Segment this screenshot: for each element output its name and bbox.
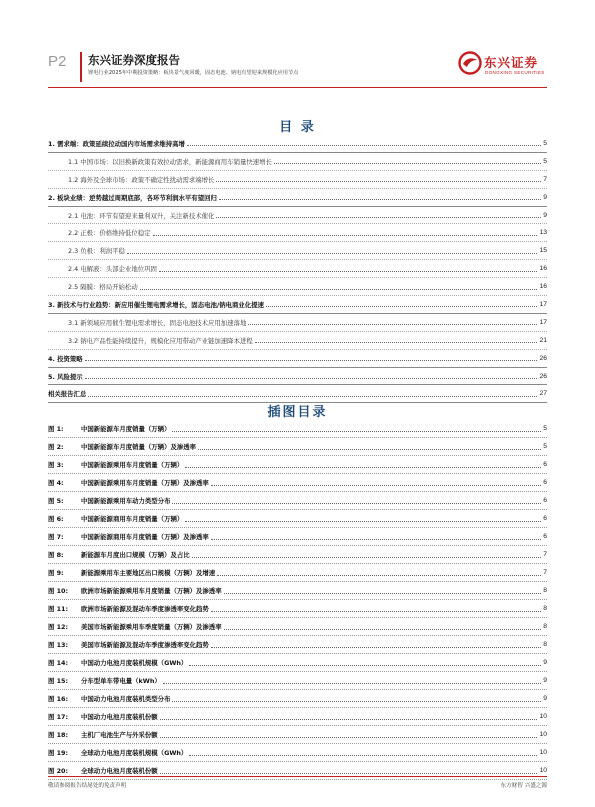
footer-slogan: 东方财智 兴盛之源: [500, 783, 547, 789]
figure-leader-dots: [172, 696, 541, 702]
figure-leader-dots: [217, 570, 541, 576]
toc-entry[interactable]: [48, 260, 547, 278]
figure-title: 欧洲市场新能源及混动车季度渗透率变化趋势: [81, 605, 209, 613]
figure-entry[interactable]: [48, 744, 547, 762]
figure-label: 图 4:: [48, 479, 64, 487]
toc-entry[interactable]: [48, 135, 547, 153]
figure-label: 图 6:: [48, 515, 64, 523]
figure-entry[interactable]: [48, 474, 547, 492]
figure-label: 图 7:: [48, 533, 64, 541]
figure-entry[interactable]: [48, 528, 547, 546]
toc-leader-dots: [187, 140, 541, 146]
toc-leader-dots: [159, 266, 538, 272]
company-logo: [458, 51, 554, 81]
figure-entry[interactable]: [48, 582, 547, 600]
figure-leader-dots: [224, 624, 542, 630]
figure-page-number: 6: [543, 515, 547, 522]
report-subtitle: 锂电行业2025年中期投资策略：板块景气度回暖，固态电池、钠电有望迎来规模化应用节点: [88, 70, 299, 76]
toc-entry-text: 2.5 隔膜：格局开始松动: [68, 283, 138, 292]
toc-entry-text: 相关报告汇总: [48, 390, 87, 399]
toc-page-number: 17: [539, 300, 547, 308]
toc-page-number: 16: [539, 265, 547, 273]
footer-divider: [48, 776, 547, 777]
figure-entry[interactable]: [48, 600, 547, 618]
figure-entry[interactable]: [48, 564, 547, 582]
figure-page-number: 6: [543, 461, 547, 468]
page-header: [0, 0, 595, 92]
figure-label: 图 16:: [48, 695, 69, 703]
toc-entry-text: 3.2 钠电产品性能持续提升，规模化应用带动产业链加速降本进程: [68, 336, 253, 345]
figure-page-number: 6: [543, 533, 547, 540]
toc-entry-text: 2. 板块业绩：逆势越过周期底部，各环节利润水平有望回归: [48, 193, 217, 202]
toc-entry[interactable]: [48, 224, 547, 242]
toc-entry-text: 3. 新技术与行业趋势：新应用催生锂电需求增长，固态电池/钠电商业化提速: [48, 300, 264, 309]
figure-leader-dots: [160, 714, 538, 720]
figure-label: 图 14:: [48, 659, 69, 667]
toc-leader-dots: [274, 158, 541, 164]
figure-page-number: 7: [543, 569, 547, 576]
figure-page-number: 8: [543, 623, 547, 630]
figure-entry[interactable]: [48, 546, 547, 564]
toc-page-number: 13: [539, 229, 547, 237]
toc-leader-dots: [255, 337, 538, 343]
toc-page-number: 15: [539, 247, 547, 255]
figure-label: 图 11:: [48, 605, 69, 613]
figure-page-number: 8: [543, 641, 547, 648]
toc-entry[interactable]: [48, 207, 547, 225]
figure-title: 中国新能源商用车月度销量（万辆）: [81, 515, 184, 523]
toc-entry[interactable]: [48, 278, 547, 296]
figure-leader-dots: [198, 444, 541, 450]
figure-label: 图 18:: [48, 731, 69, 739]
toc-entry-text: 1.1 中国市场：以旧换新政策有效拉动需求，新能源商用车销量快速增长: [68, 157, 272, 166]
toc-entry[interactable]: [48, 296, 547, 314]
toc-entry-text: 2.2 正极：价格维持低位稳定: [68, 229, 151, 238]
toc-leader-dots: [216, 212, 541, 218]
toc-leader-dots: [140, 284, 538, 290]
figure-entry[interactable]: [48, 618, 547, 636]
figure-page-number: 6: [543, 497, 547, 504]
toc-page-number: 26: [539, 354, 547, 362]
toc-leader-dots: [248, 319, 537, 325]
figure-page-number: 10: [539, 749, 547, 756]
figure-page-number: 8: [543, 605, 547, 612]
figure-title: 分车型单车带电量（kWh）: [81, 677, 161, 685]
figure-list: [48, 420, 547, 780]
toc-entry-text: 3.1 新领域应用催生锂电需求增长，固态电池技术应用加速落地: [68, 318, 247, 327]
figure-leader-dots: [160, 732, 538, 738]
figure-label: 图 5:: [48, 497, 64, 505]
toc-leader-dots: [85, 355, 538, 361]
toc-page-number: 9: [543, 193, 547, 201]
figure-entry[interactable]: [48, 708, 547, 726]
figure-title: 中国新能源车月度销量（万辆）: [81, 425, 171, 433]
figure-entry[interactable]: [48, 762, 547, 780]
header-accent-bar: [80, 52, 82, 82]
figure-entry[interactable]: [48, 492, 547, 510]
figure-page-number: 6: [543, 479, 547, 486]
toc-leader-dots: [153, 230, 538, 236]
toc-leader-dots: [266, 301, 538, 307]
toc-page-number: 26: [539, 372, 547, 380]
figure-entry[interactable]: [48, 420, 547, 438]
toc-entry-text: 5. 风险提示: [48, 372, 83, 381]
figure-label: 图 9:: [48, 569, 64, 577]
toc-entry[interactable]: [48, 189, 547, 207]
figure-title: 全球动力电池月度装机规模（GWh）: [81, 749, 188, 757]
figure-title: 全球动力电池月度装机份额: [81, 767, 158, 775]
report-type: 东兴证券深度报告: [88, 53, 180, 67]
figure-page-number: 9: [543, 695, 547, 702]
toc-page-number: 5: [543, 139, 547, 147]
logo-mark-icon: [458, 51, 482, 75]
figure-leader-dots: [189, 660, 541, 666]
header-divider: [48, 87, 547, 88]
figure-leader-dots: [192, 552, 542, 558]
figure-label: 图 1:: [48, 425, 64, 433]
toc-page-number: 27: [539, 390, 547, 398]
figure-leader-dots: [189, 750, 537, 756]
figure-label: 图 3:: [48, 461, 64, 469]
toc-entry[interactable]: [48, 350, 547, 368]
figure-entry[interactable]: [48, 726, 547, 744]
figure-label: 图 20:: [48, 767, 69, 775]
toc-page-number: 16: [539, 283, 547, 291]
figure-leader-dots: [163, 678, 541, 684]
figure-label: 图 10:: [48, 587, 69, 595]
toc-page-number: 5: [543, 157, 547, 165]
figure-title: 中国新能源乘用车月度销量（万辆）: [81, 461, 184, 469]
figure-title: 美国市场新能源乘用车季度销量（万辆）及渗透率: [81, 623, 222, 631]
figure-leader-dots: [211, 480, 541, 486]
figure-leader-dots: [172, 498, 541, 504]
footer-disclaimer: 敬请参阅报告结尾处的免责声明: [48, 783, 127, 789]
toc-entry-text: 2.3 负极：利润平稳: [68, 247, 125, 256]
figure-leader-dots: [185, 462, 541, 468]
toc-leader-dots: [127, 248, 538, 254]
figure-page-number: 9: [543, 677, 547, 684]
figure-title: 中国新能源商用车月度销量（万辆）及渗透率: [81, 533, 209, 541]
figure-entry[interactable]: [48, 654, 547, 672]
toc-entry[interactable]: [48, 314, 547, 332]
figure-page-number: 5: [543, 443, 547, 450]
figure-list-title: 插图目录: [267, 405, 328, 420]
figure-page-number: 10: [539, 731, 547, 738]
toc-page-number: 21: [539, 336, 547, 344]
figure-page-number: 7: [543, 551, 547, 558]
toc-page-number: 17: [539, 318, 547, 326]
toc-entry-text: 2.4 电解液：头部企业地位巩固: [68, 265, 157, 274]
toc-entry[interactable]: [48, 368, 547, 386]
toc-entry-text: 1.2 海外及全球市场：政策不确定性扰动需求端增长: [68, 175, 215, 184]
toc-entry[interactable]: [48, 171, 547, 189]
figure-leader-dots: [211, 534, 541, 540]
toc-title: 目 录: [279, 120, 316, 135]
figure-page-number: 10: [539, 767, 547, 774]
figure-page-number: 8: [543, 587, 547, 594]
figure-entry[interactable]: [48, 510, 547, 528]
toc-page-number: 7: [543, 175, 547, 183]
figure-entry[interactable]: [48, 690, 547, 708]
figure-entry[interactable]: [48, 672, 547, 690]
figure-entry[interactable]: [48, 438, 547, 456]
figure-title: 中国动力电池月度装机类型分布: [81, 695, 171, 703]
toc-entry[interactable]: [48, 332, 547, 350]
figure-label: 图 8:: [48, 551, 64, 559]
figure-leader-dots: [160, 768, 538, 774]
toc-leader-dots: [219, 194, 541, 200]
figure-label: 图 13:: [48, 641, 69, 649]
figure-label: 图 19:: [48, 749, 69, 757]
figure-entry[interactable]: [48, 636, 547, 654]
figure-title: 中国新能源车月度销量（万辆）及渗透率: [81, 443, 197, 451]
figure-label: 图 15:: [48, 677, 69, 685]
figure-page-number: 10: [539, 713, 547, 720]
figure-label: 图 12:: [48, 623, 69, 631]
toc-entry[interactable]: [48, 153, 547, 171]
figure-title: 欧洲市场新能源乘用车月度销量（万辆）及渗透率: [81, 587, 222, 595]
figure-leader-dots: [172, 426, 541, 432]
page-number: P2: [48, 53, 67, 70]
toc-leader-dots: [216, 176, 541, 182]
figure-label: 图 17:: [48, 713, 69, 721]
toc-entry-text: 1. 需求端：政策延续拉动国内市场需求维持高增: [48, 139, 185, 148]
figure-page-number: 9: [543, 659, 547, 666]
figure-title: 中国新能源乘用车动力类型分布: [81, 497, 171, 505]
figure-entry[interactable]: [48, 456, 547, 474]
toc-entry-text: 2.1 电池：环节有望迎来量利双升，关注新技术催化: [68, 211, 215, 220]
toc-list: [48, 135, 547, 403]
toc-entry-text: 4. 投资策略: [48, 354, 83, 363]
figure-title: 中国新能源乘用车月度销量（万辆）及渗透率: [81, 479, 209, 487]
figure-leader-dots: [211, 642, 541, 648]
figure-title: 美国市场新能源及混动车季度渗透率变化趋势: [81, 641, 209, 649]
logo-text-en: DONGXING SECURITIES: [485, 70, 545, 75]
figure-leader-dots: [211, 606, 541, 612]
figure-title: 新能源车月度出口规模（万辆）及占比: [81, 551, 190, 559]
toc-leader-dots: [85, 373, 538, 379]
figure-label: 图 2:: [48, 443, 64, 451]
figure-title: 主机厂电池生产与外采份额: [81, 731, 158, 739]
toc-page-number: 9: [543, 211, 547, 219]
figure-page-number: 5: [543, 425, 547, 432]
logo-text: 东兴证券: [484, 55, 539, 70]
figure-leader-dots: [185, 516, 541, 522]
figure-leader-dots: [224, 588, 542, 594]
toc-leader-dots: [88, 391, 537, 397]
figure-title: 中国动力电池月度装机份额: [81, 713, 158, 721]
figure-title: 中国动力电池月度装机规模（GWh）: [81, 659, 188, 667]
figure-title: 新能源乘用车主要地区出口规模（万辆）及增速: [81, 569, 216, 577]
toc-entry[interactable]: [48, 242, 547, 260]
